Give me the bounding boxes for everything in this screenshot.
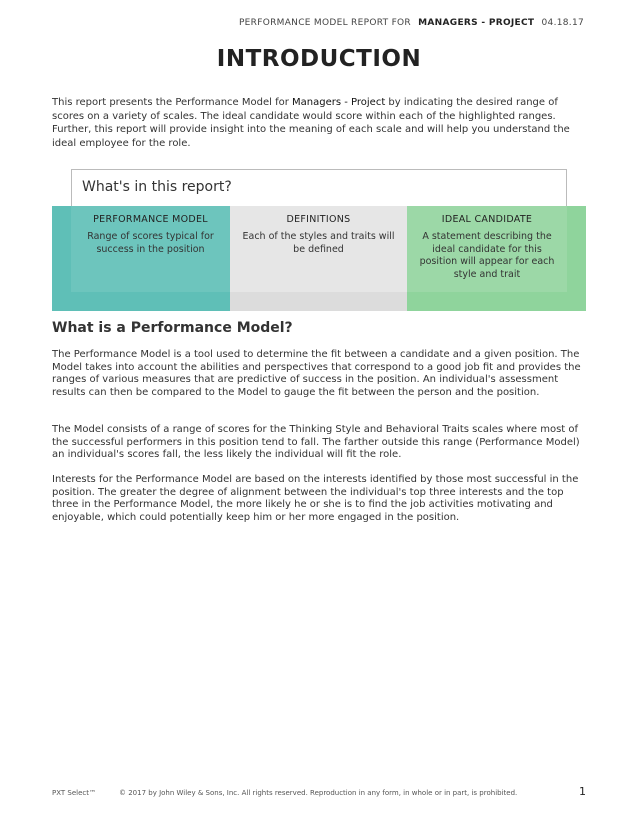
page-number: 1 <box>579 785 586 798</box>
body-paragraph: The Performance Model is a tool used to determine the fit between a candidate and a given position. The Model takes into account the abilities and perspectives that correspond to a good job fit and provides the ranges of various measures that are predictive of success in the position. An individual's assessment results can then be compared to the Model to gauge the fit between the person and the position. <box>52 349 581 398</box>
column-text: Range of scores typical for success in the position <box>87 231 214 255</box>
column-strip <box>230 292 407 311</box>
header-date: 04.18.17 <box>541 18 584 28</box>
column-definitions <box>230 206 407 311</box>
page-footer <box>52 787 586 801</box>
column-strip <box>71 292 230 311</box>
intro-paragraph <box>52 96 588 150</box>
intro-text-before: This report presents the Performance Model for <box>52 97 293 108</box>
column-heading: IDEAL CANDIDATE <box>441 214 533 225</box>
column-heading: DEFINITIONS <box>286 214 351 225</box>
header-project: MANAGERS - PROJECT <box>418 18 535 28</box>
column-performance-model <box>71 206 230 311</box>
band-edge-left <box>52 206 71 311</box>
intro-project-name: Managers - Project <box>292 97 386 108</box>
band-edge-right <box>567 206 586 311</box>
footer-brand: PXT Select™ <box>52 789 96 797</box>
column-ideal-candidate <box>407 206 567 311</box>
body-paragraph: The Model consists of a range of scores for the Thinking Style and Behavioral Traits scales where most of the successful performers in this position tend to fall. The farther outside this range (Performance Model) an individual's scores fall, the less likely the individual will fit the role. <box>52 424 580 461</box>
column-text: A statement describing the ideal candidate for this position will appear for each style and trait <box>419 231 555 280</box>
footer-copyright: © 2017 by John Wiley & Sons, Inc. All rights reserved. Reproduction in any form, in whole or in part, is prohibited. <box>119 789 518 797</box>
report-columns <box>52 206 586 311</box>
report-box-title: What's in this report? <box>71 169 567 207</box>
column-heading: PERFORMANCE MODEL <box>93 214 208 225</box>
page-title: INTRODUCTION <box>216 46 422 72</box>
header-prefix: PERFORMANCE MODEL REPORT FOR <box>238 18 411 28</box>
report-header <box>239 18 584 28</box>
body-paragraph: Interests for the Performance Model are based on the interests identified by those most successful in the position. The greater the degree of alignment between the individual's top three interests and the top three in the Performance Model, the more likely he or she is to find the job activities motivating and enjoyable, which could potentially keep him or her more engaged in the position. <box>52 474 579 523</box>
section-heading: What is a Performance Model? <box>52 320 293 336</box>
intro-text-after: by indicating the desired range of scores on a variety of scales. The ideal candidate would score within each of the highlighted ranges. Further, this report will provide insight into the meaning of each scale and will help you understand the ideal employee for the role. <box>52 97 570 149</box>
column-strip <box>407 292 567 311</box>
column-text: Each of the styles and traits will be defined <box>242 231 395 255</box>
